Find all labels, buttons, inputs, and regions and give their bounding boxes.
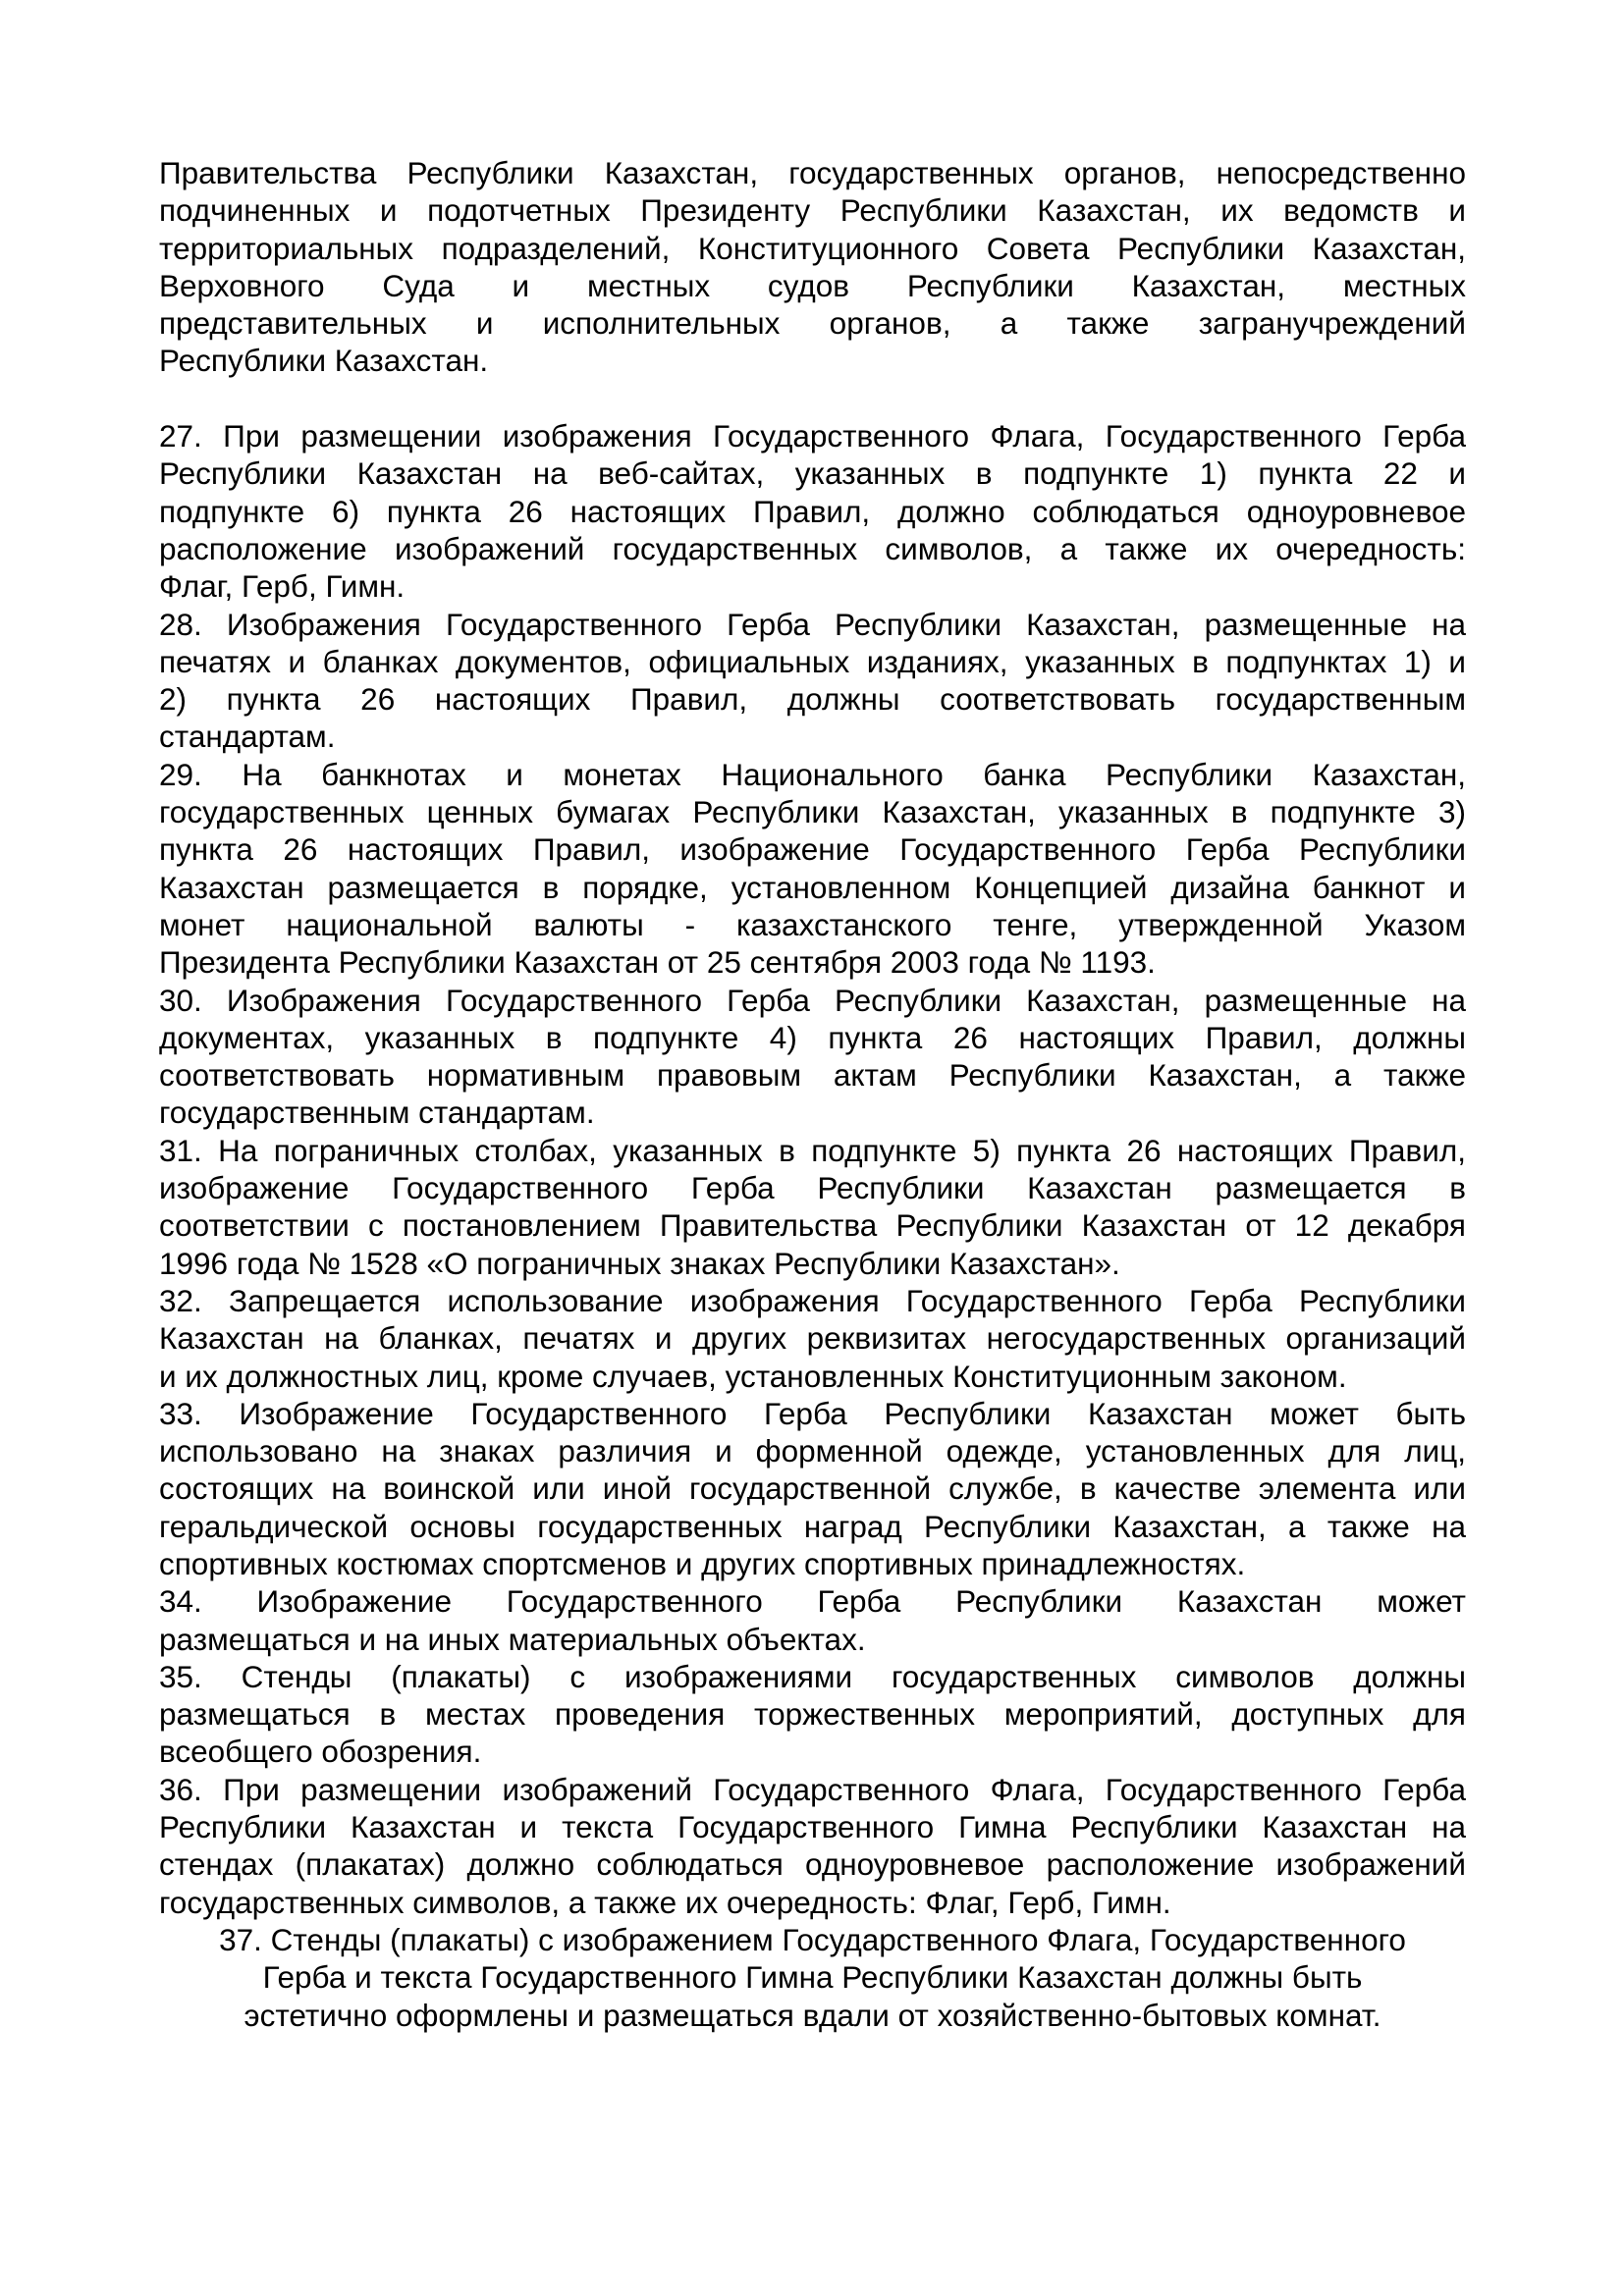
paragraph-31 xyxy=(159,1132,1466,1282)
paragraph-35 xyxy=(159,1658,1466,1771)
text-line: государственным стандартам. xyxy=(159,1095,595,1131)
text-line: Президента Республики Казахстан от 25 сентября 2003 года № 1193. xyxy=(159,944,1156,981)
text-line: размещаться и на иных материальных объектах. xyxy=(159,1621,866,1657)
text-line: и их должностных лиц, кроме случаев, установленных Конституционным законом. xyxy=(159,1358,1347,1394)
text-line: Республики Казахстан. xyxy=(159,343,489,379)
text-line: 34. Изображение Государственного Герба Республики Казахстан может xyxy=(159,1583,1466,1620)
text-line: использовано на знаках различия и форменной одежде, установленных для лиц, xyxy=(159,1433,1466,1469)
text-line: монет национальной валюты - казахстанского тенге, утвержденной Указом xyxy=(159,906,1466,942)
text-line: пункта 26 настоящих Правил, изображение Государственного Герба Республики xyxy=(159,831,1466,868)
text-line: Правительства Республики Казахстан, государственных органов, непосредственно xyxy=(159,155,1466,190)
text-line: государственных символов, а также их очередность: Флаг, Герб, Гимн. xyxy=(159,1884,1171,1920)
text-line: 28. Изображения Государственного Герба Республики Казахстан, размещенные на xyxy=(159,606,1466,642)
text-line: Республики Казахстан на веб-сайтах, указанных в подпункте 1) пункта 22 и xyxy=(159,455,1466,492)
text-line: 33. Изображение Государственного Герба Республики Казахстан может быть xyxy=(159,1395,1466,1431)
text-line: 35. Стенды (плакаты) с изображениями государственных символов должны xyxy=(159,1658,1466,1694)
text-line: Республики Казахстан и текста Государственного Гимна Республики Казахстан на xyxy=(159,1809,1466,1845)
text-line: состоящих на воинской или иной государственной службе, в качестве элемента или xyxy=(159,1470,1466,1507)
text-line: 29. На банкнотах и монетах Национального банка Республики Казахстан, xyxy=(159,756,1466,792)
document-page xyxy=(159,154,1466,2034)
paragraph-27 xyxy=(159,417,1466,605)
paragraph-continuation xyxy=(159,154,1466,380)
text-line: эстетично оформлены и размещаться вдали от хозяйственно-бытовых комнат. xyxy=(244,1997,1381,2033)
text-line: Казахстан на бланках, печатях и других реквизитах негосударственных организаций xyxy=(159,1320,1466,1357)
text-line: Флаг, Герб, Гимн. xyxy=(159,568,406,605)
text-line: подпункте 6) пункта 26 настоящих Правил, должно соблюдаться одноуровневое xyxy=(159,493,1466,529)
text-line: стандартам. xyxy=(159,719,336,755)
text-line: подчиненных и подотчетных Президенту Республики Казахстан, их ведомств и xyxy=(159,192,1466,229)
text-line: геральдической основы государственных наград Республики Казахстан, а также на xyxy=(159,1508,1466,1544)
text-line: 36. При размещении изображений Государственного Флага, Государственного Герба xyxy=(159,1771,1466,1807)
text-line: Верховного Суда и местных судов Республики Казахстан, местных xyxy=(159,267,1466,303)
text-line: спортивных костюмах спортсменов и других спортивных принадлежностях. xyxy=(159,1545,1246,1581)
text-line: документах, указанных в подпункте 4) пункта 26 настоящих Правил, должны xyxy=(159,1019,1466,1055)
text-line: 31. На пограничных столбах, указанных в подпункте 5) пункта 26 настоящих Правил, xyxy=(159,1132,1466,1168)
text-line: 37. Стенды (плакаты) с изображением Государственного Флага, Государственного xyxy=(219,1921,1406,1957)
text-line: печатях и бланках документов, официальных изданиях, указанных в подпунктах 1) и xyxy=(159,643,1466,679)
paragraph-28 xyxy=(159,606,1466,756)
text-line: соответствии с постановлением Правительства Республики Казахстан от 12 декабря xyxy=(159,1207,1466,1244)
text-line: размещаться в местах проведения торжественных мероприятий, доступных для xyxy=(159,1696,1466,1733)
text-line: стендах (плакатах) должно соблюдаться одноуровневое расположение изображений xyxy=(159,1846,1466,1883)
paragraph-30 xyxy=(159,982,1466,1132)
text-line: 32. Запрещается использование изображения Государственного Герба Республики xyxy=(159,1282,1466,1318)
paragraph-29 xyxy=(159,756,1466,982)
text-line: представительных и исполнительных органов, а также загранучреждений xyxy=(159,305,1466,342)
text-line: 27. При размещении изображения Государственного Флага, Государственного Герба xyxy=(159,418,1466,454)
text-line: 1996 года № 1528 «О пограничных знаках Республики Казахстан». xyxy=(159,1245,1120,1281)
text-line: Казахстан размещается в порядке, установленном Концепцией дизайна банкнот и xyxy=(159,869,1466,905)
paragraph-36 xyxy=(159,1771,1466,1921)
paragraph-34 xyxy=(159,1582,1466,1658)
text-line: изображение Государственного Герба Республики Казахстан размещается в xyxy=(159,1170,1466,1206)
text-line: расположение изображений государственных символов, а также их очередность: xyxy=(159,530,1466,566)
paragraph-33 xyxy=(159,1395,1466,1582)
paragraph-37 xyxy=(159,1921,1466,2034)
paragraph-32 xyxy=(159,1282,1466,1395)
text-line: 30. Изображения Государственного Герба Республики Казахстан, размещенные на xyxy=(159,982,1466,1018)
text-line: 2) пункта 26 настоящих Правил, должны соответствовать государственным xyxy=(159,681,1466,718)
text-line: всеобщего обозрения. xyxy=(159,1734,482,1770)
text-line: территориальных подразделений, Конституционного Совета Республики Казахстан, xyxy=(159,230,1466,266)
text-line: Герба и текста Государственного Гимна Республики Казахстан должны быть xyxy=(262,1959,1363,1996)
text-line: государственных ценных бумагах Республики Казахстан, указанных в подпункте 3) xyxy=(159,794,1466,830)
text-line: соответствовать нормативным правовым актам Республики Казахстан, а также xyxy=(159,1057,1466,1094)
